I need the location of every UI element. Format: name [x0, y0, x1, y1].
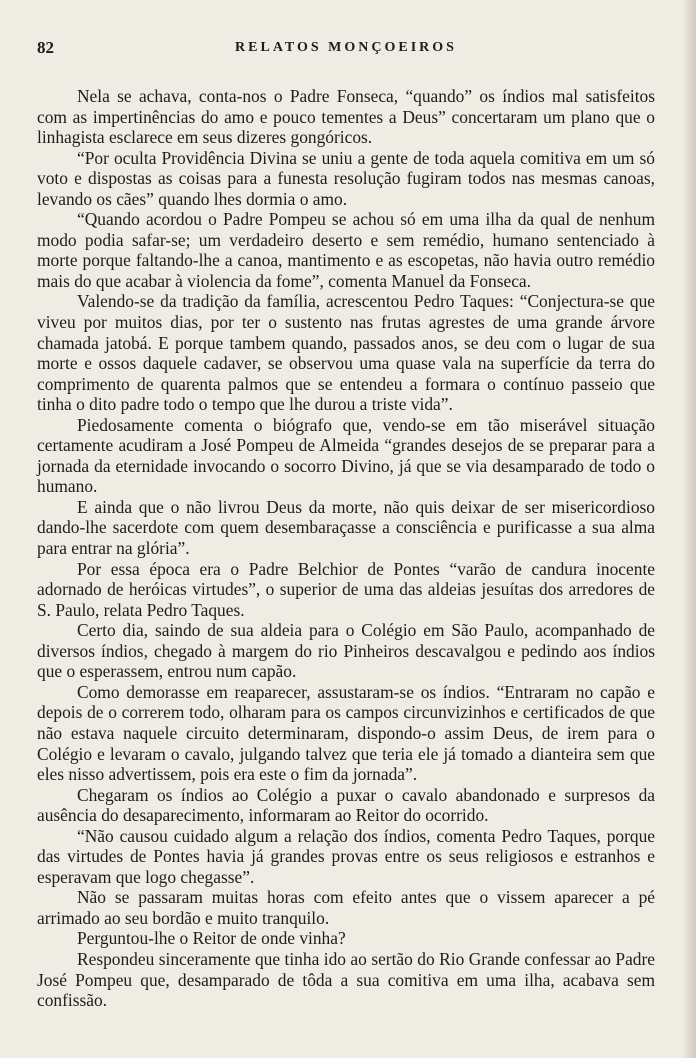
- page-edge-shadow: [682, 0, 696, 1058]
- page-header: [37, 38, 655, 60]
- paragraph: Perguntou-lhe o Reitor de onde vinha?: [77, 928, 346, 949]
- paragraph: “Por oculta Providência Divina se uniu a gente de toda aquela comitiva em um só voto e dispostas as coisas para a funesta resolução fugiram todos nas mesmas canoas, levando os cães” quando lhes dormia o amo.: [37, 147, 655, 209]
- body-text: [37, 86, 655, 1011]
- paragraph: “Não causou cuidado algum a relação dos índios, comenta Pedro Taques, porque das virtudes de Pontes havia já grandes provas entre os seus religiosos e estranhos e esperavam que logo chegasse”.: [37, 825, 655, 887]
- paragraph: Piedosamente comenta o biógrafo que, vendo-se em tão miserável situação certamente acudiram a José Pompeu de Almeida “grandes desejos de se preparar para a jornada da eternidade invocando o socorro Divino, já que se via desamparado de todo o humano.: [37, 414, 655, 497]
- paragraph: Não se passaram muitas horas com efeito antes que o vissem aparecer a pé arrimado ao seu bordão e muito tranquilo.: [37, 887, 655, 928]
- paragraph: E ainda que o não livrou Deus da morte, não quis deixar de ser misericordioso dando-lhe sacerdote com quem desembaraçasse a consciência e purificasse a sua alma para entrar na glória”.: [37, 496, 655, 559]
- paragraph: Chegaram os índios ao Colégio a puxar o cavalo abandonado e surpresos da ausência do desaparecimento, informaram ao Reitor do ocorrido.: [37, 784, 655, 826]
- paragraph: Por essa época era o Padre Belchior de Pontes “varão de candura inocente adornado de heróicas virtudes”, o superior de uma das aldeias jesuítas dos arredores de S. Paulo, relata Pedro Taques.: [37, 558, 655, 620]
- paragraph: Respondeu sinceramente que tinha ido ao sertão do Rio Grande confessar ao Padre José Pompeu que, desamparado de tôda a sua comitiva em uma ilha, acabava sem confissão.: [37, 948, 655, 1011]
- paragraph: Nela se achava, conta-nos o Padre Fonseca, “quando” os índios mal satisfeitos com as impertinências do amo e pouco tementes a Deus” concertaram um plano que o linhagista esclarece em seus dizeres gongóricos.: [37, 86, 655, 148]
- page-number: 82: [37, 38, 54, 57]
- paragraph: Valendo-se da tradição da família, acrescentou Pedro Taques: “Conjectura-se que viveu por muitos dias, por ter o sustento nas frutas agrestes de uma grande árvore chamada jatobá. E porque tambem quando, passados anos, se deu com o lugar de sua morte e ossos daquele cadaver, se observou uma quase vala na superfície da terra do comprimento de quarenta palmos que se entendeu a formara o contínuo passeio que tinha o dito padre todo o tempo que lhe durou a triste vida”.: [37, 291, 655, 415]
- paragraph: Como demorasse em reaparecer, assustaram-se os índios. “Entraram no capão e depois de o correrem todo, olharam para os campos circunvizinhos e certificados de que não estava naquele circuito determinaram, dispondo-o assim Deus, de irem para o Colégio e levaram o cavalo, julgando talvez que teria ele já tomado a dianteira sem que eles nisso advertissem, pois era este o fim da jornada”.: [37, 681, 655, 785]
- paragraph: “Quando acordou o Padre Pompeu se achou só em uma ilha da qual de nenhum modo podia safar-se; um verdadeiro deserto e sem remédio, humano sentenciado à morte porque faltando-lhe a canoa, mantimento e as escopetas, não havia outro remédio mais do que acabar à violencia da fome”, comenta Manuel da Fonseca.: [37, 209, 655, 291]
- paragraph: Certo dia, saindo de sua aldeia para o Colégio em São Paulo, acompanhado de diversos índios, chegado à margem do rio Pinheiros descavalgou e pedindo aos índios que o esperassem, entrou num capão.: [37, 620, 655, 682]
- running-title: RELATOS MONÇOEIROS: [235, 40, 457, 55]
